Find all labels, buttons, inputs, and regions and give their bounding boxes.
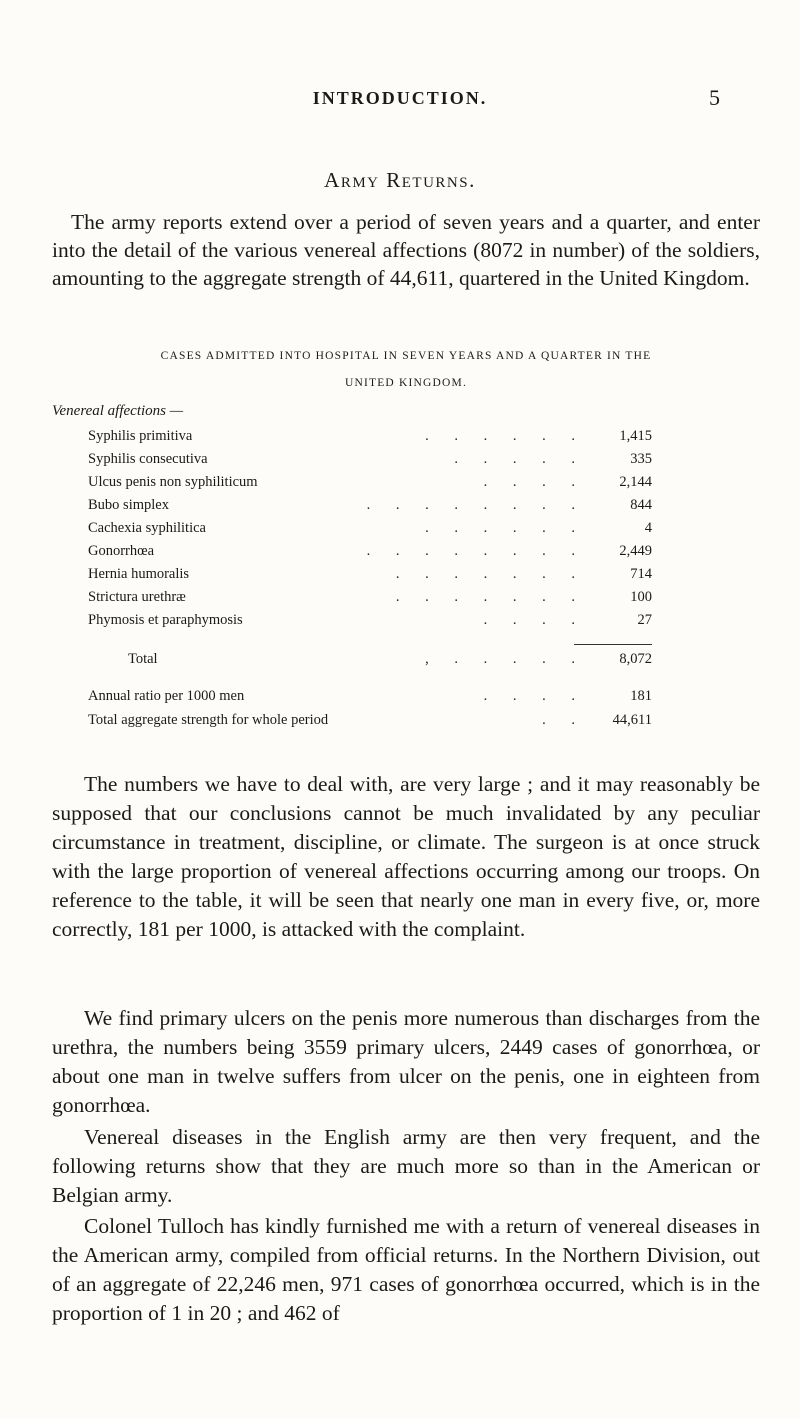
body-paragraph: We find primary ulcers on the penis more numerous than discharges from the urethra, the numbers being 3559 primary ulcers, 2449 cases of gonorrhœa, or about one man in twelve suffers from ulcer on the penis, one in eighteen from gonorrhœa.: [52, 1006, 760, 1117]
table-caption-line1: CASES ADMITTED INTO HOSPITAL IN SEVEN YEARS AND A QUARTER IN THE: [160, 350, 652, 362]
table-row: . . . . . . . Hernia humoralis 714: [88, 566, 652, 582]
table-heading: Venereal affections —: [52, 403, 184, 419]
body-paragraph: Colonel Tulloch has kindly furnished me with a return of venereal diseases in the American army, compiled from official returns. In the Northern Division, out of an aggregate of 22,246 men, 971 cases of gonorrhœa occurred, which is in the proportion of 1 in 20 ; and 462 of: [52, 1214, 760, 1325]
table-row: . . . . Ulcus penis non syphiliticum 2,144: [88, 474, 652, 490]
table-caption-line2: UNITED KINGDOM.: [344, 377, 468, 389]
intro-paragraph: The army reports extend over a period of seven years and a quarter, and enter into the detail of the various venereal affections (8072 in number) of the soldiers, amounting to the aggregate strength of 44,611, quartered in the United Kingdom.: [52, 210, 760, 290]
body-paragraph: The numbers we have to deal with, are very large ; and it may reasonably be supposed that our conclusions cannot be much invalidated by any peculiar circumstance in treatment, discipline, or climate. The surgeon is at once struck with the large proportion of venereal affections occurring among our troops. On reference to the table, it will be seen that nearly one man in every five, or, more correctly, 181 per 1000, is attacked with the complaint.: [52, 772, 760, 941]
running-head-title: INTRODUCTION.: [312, 88, 488, 108]
running-head: [0, 85, 800, 118]
aggregate-strength-row: . . Total aggregate strength for whole period 44,611: [88, 712, 652, 728]
table-row: . . . . . . . Strictura urethræ 100: [88, 589, 652, 605]
table-row: . . . . . Syphilis consecutiva 335: [88, 451, 652, 467]
total-rule: [574, 644, 652, 645]
body-paragraph: Venereal diseases in the English army are then very frequent, and the following returns show that they are much more so than in the American or Belgian army.: [52, 1125, 760, 1207]
table-caption: [52, 343, 760, 397]
total-row: , . . . . . Total 8,072: [128, 651, 652, 667]
table-row: . . . . . . Syphilis primitiva 1,415: [88, 428, 652, 444]
table-row: . . . . . . Cachexia syphilitica 4: [88, 520, 652, 536]
table-row: . . . . Phymosis et paraphymosis 27: [88, 612, 652, 628]
table-row: . . . . . . . . Bubo simplex 844: [88, 497, 652, 513]
table-row: . . . . . . . . Gonorrhœa 2,449: [88, 543, 652, 559]
annual-ratio-row: . . . . Annual ratio per 1000 men 181: [88, 688, 652, 704]
section-title: Army Returns.: [324, 168, 476, 192]
page-number: 5: [709, 85, 720, 110]
